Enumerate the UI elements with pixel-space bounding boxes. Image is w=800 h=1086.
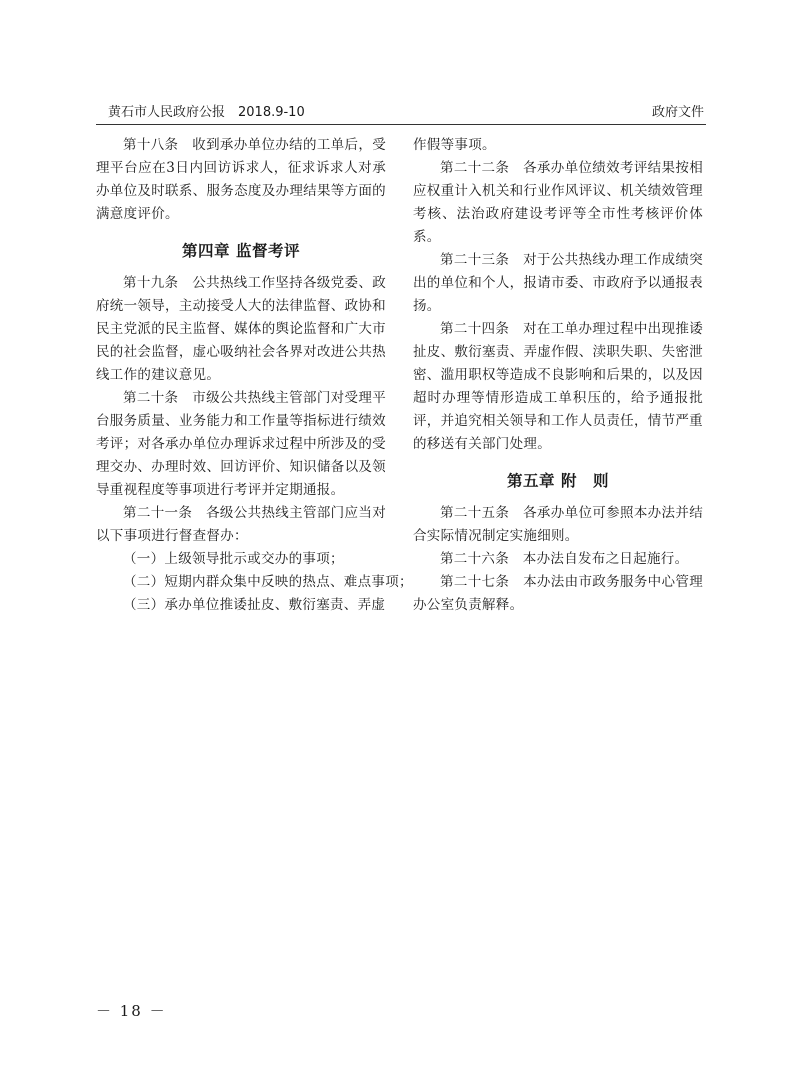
article-22: 第二十二条 各承办单位绩效考评结果按相应权重计入机关和行业作风评议、机关绩效管理考核、法治政府建设考评等全市性考核评价体系。 bbox=[413, 160, 703, 245]
page-number: － 18 － bbox=[96, 1002, 167, 1020]
header-rule bbox=[96, 124, 706, 125]
right-column bbox=[413, 134, 703, 617]
article-19: 第十九条 公共热线工作坚持各级党委、政府统一领导，主动接受人大的法律监督、政协和民主党派的民主监督、媒体的舆论监督和广大市民的社会监督，虚心吸纳社会各界对改进公共热线工作的建议意见。 bbox=[96, 275, 386, 383]
article-24: 第二十四条 对在工单办理过程中出现推诿扯皮、敷衍塞责、弄虚作假、渎职失职、失密泄密、滥用职权等造成不良影响和后果的，以及因超时办理等情形造成工单积压的，给予通报批评，并追究相关领导和工作人员责任，情节严重的移送有关部门处理。 bbox=[413, 321, 703, 452]
article-21-item-2: （二）短期内群众集中反映的热点、难点事项； bbox=[123, 574, 413, 590]
article-21: 第二十一条 各级公共热线主管部门应当对以下事项进行督查督办： bbox=[96, 505, 386, 544]
article-21-item-3-continued: 作假等事项。 bbox=[413, 137, 496, 153]
chapter-5-title: 第五章 附 则 bbox=[507, 472, 609, 490]
article-23: 第二十三条 对于公共热线办理工作成绩突出的单位和个人，报请市委、市政府予以通报表扬。 bbox=[413, 252, 703, 314]
article-20: 第二十条 市级公共热线主管部门对受理平台服务质量、业务能力和工作量等指标进行绩效考评；对各承办单位办理诉求过程中所涉及的受理交办、办理时效、回访评价、知识储备以及领导重视程度等事项进行考评并定期通报。 bbox=[96, 390, 386, 498]
article-25: 第二十五条 各承办单位可参照本办法并结合实际情况制定实施细则。 bbox=[413, 505, 703, 544]
section-label: 政府文件 bbox=[651, 105, 704, 120]
article-21-item-1: （一）上级领导批示或交办的事项； bbox=[123, 551, 344, 567]
left-column bbox=[96, 134, 413, 617]
chapter-4-title: 第四章 监督考评 bbox=[182, 242, 300, 260]
article-27: 第二十七条 本办法由市政务服务中心管理办公室负责解释。 bbox=[413, 574, 703, 613]
publication-title: 黄石市人民政府公报 2018.9-10 bbox=[108, 105, 305, 120]
page-header bbox=[108, 103, 704, 123]
article-18: 第十八条 收到承办单位办结的工单后，受理平台应在3日内回访诉求人，征求诉求人对承办单位及时联系、服务态度及办理结果等方面的满意度评价。 bbox=[96, 137, 386, 222]
article-21-item-3: （三）承办单位推诿扯皮、敷衍塞责、弄虚 bbox=[123, 597, 386, 613]
article-26: 第二十六条 本办法自发布之日起施行。 bbox=[440, 551, 689, 567]
